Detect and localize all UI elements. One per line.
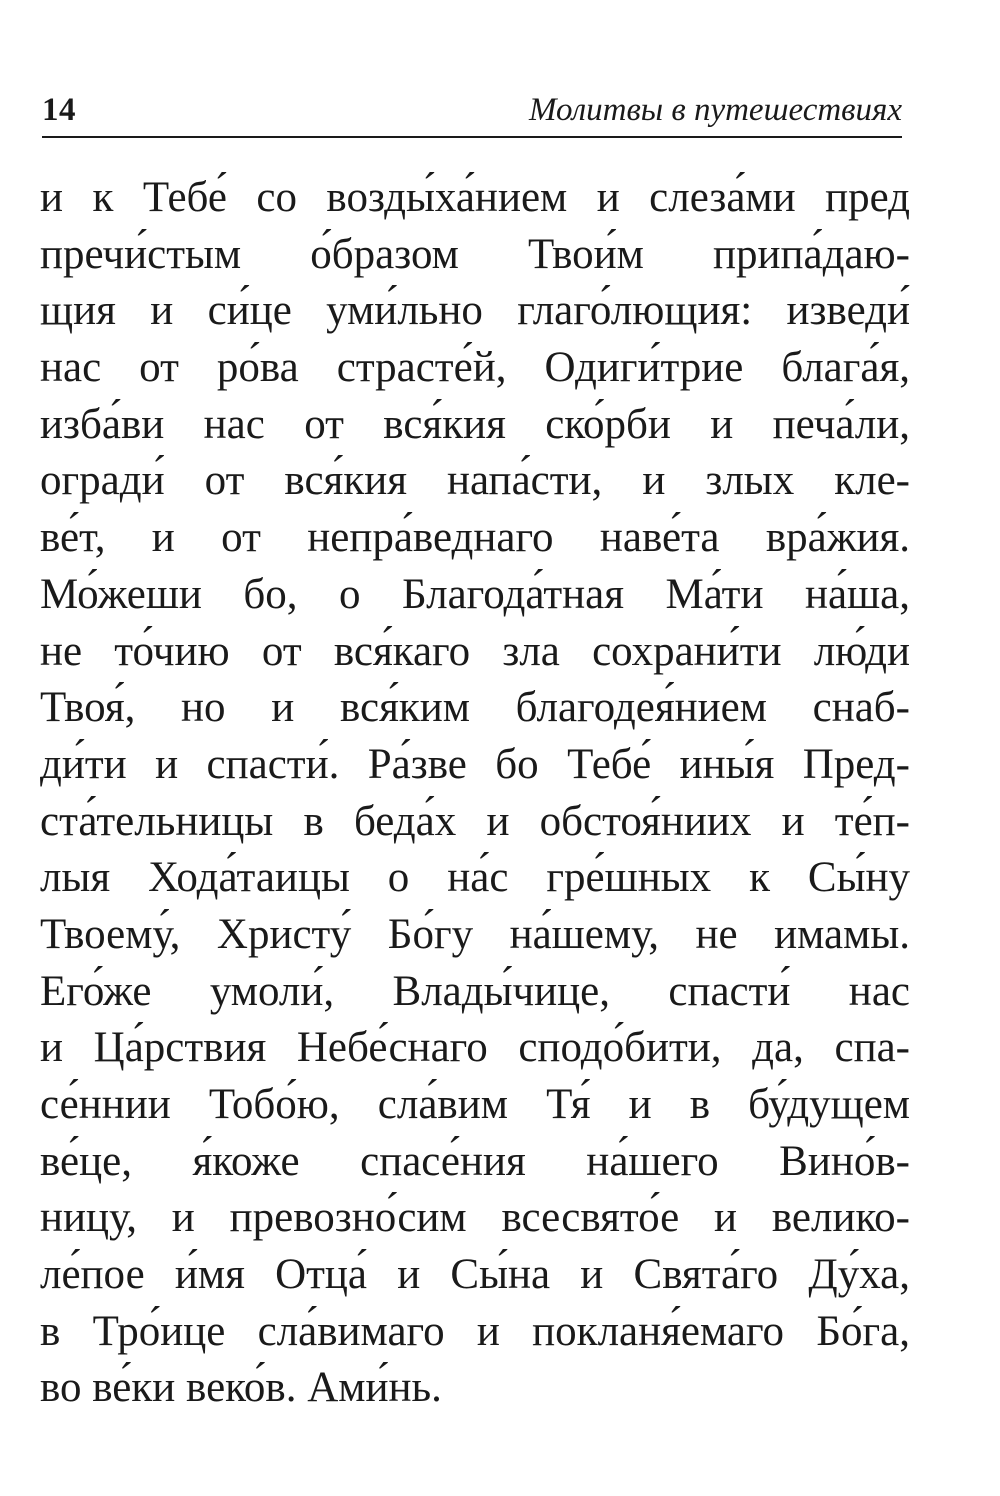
- prayer-text: [40, 170, 910, 1417]
- text-line: ве́т, и от непра́веднаго наве́та вра́жия.: [40, 514, 910, 562]
- text-line: ве́це, я́коже спасе́ния на́шего Вино́в-: [40, 1137, 910, 1185]
- text-line: ле́пое и́мя Отца́ и Сы́на и Свята́го Ду́ха,: [40, 1251, 910, 1299]
- text-line: изба́ви нас от вся́кия ско́рби и печа́ли,: [40, 400, 910, 448]
- text-line: ста́тельницы в беда́х и обстоя́ниих и те́п-: [40, 797, 910, 845]
- text-line: Мо́жеши бо, о Благода́тная Ма́ти на́ша,: [40, 570, 910, 618]
- text-line: не то́чию от вся́каго зла сохрани́ти лю́ди: [40, 627, 910, 675]
- text-line: ницу, и превозно́сим всесвято́е и велико-: [40, 1194, 910, 1242]
- page-number: 14: [42, 92, 76, 128]
- text-line: во ве́ки веко́в. Ами́нь.: [40, 1364, 442, 1412]
- header-rule: [42, 136, 902, 138]
- text-line: Его́же умоли́, Влады́чице, спасти́ нас: [40, 967, 910, 1015]
- text-line: и к Тебе́ со возды́ха́нием и слеза́ми пред: [40, 174, 910, 221]
- text-line: нас от ро́ва страсте́й, Одиги́трие блага́я,: [40, 344, 910, 392]
- text-line: пречи́стым о́бразом Твои́м припа́даю-: [40, 230, 910, 278]
- text-line: щия и си́це уми́льно глаго́лющия: изведи́: [40, 287, 910, 335]
- text-line: в Тро́ице сла́вимаго и покланя́емаго Бо́га,: [40, 1307, 910, 1355]
- text-line: и Ца́рствия Небе́снаго сподо́бити, да, спа-: [40, 1024, 910, 1072]
- text-line: ди́ти и спасти́. Ра́зве бо Тебе́ ины́я Пред-: [40, 740, 910, 788]
- text-line: огради́ от вся́кия напа́сти, и злых кле-: [40, 457, 910, 505]
- text-line: Твоему́, Христу́ Бо́гу на́шему, не имамы.: [40, 910, 910, 958]
- running-title: Молитвы в путешествиях: [529, 92, 902, 128]
- running-header: [42, 88, 902, 138]
- text-line: лыя Хода́таицы о на́с гре́шных к Сы́ну: [40, 854, 910, 902]
- text-line: се́ннии Тобо́ю, сла́вим Тя́ и в бу́дущем: [40, 1081, 910, 1128]
- text-line: Твоя́, но и вся́ким благодея́нием снаб-: [40, 684, 910, 732]
